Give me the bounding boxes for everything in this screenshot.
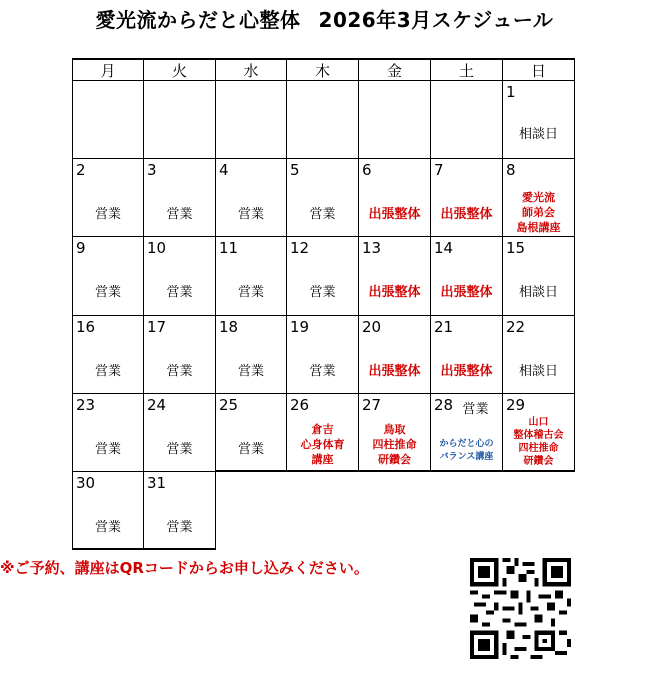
weekday-tue: 火: [144, 58, 216, 81]
day-label: 相談日: [518, 285, 558, 300]
event-line: 鳥取: [383, 423, 406, 436]
day-cell-28: [431, 394, 503, 472]
calendar-grid: [72, 58, 575, 550]
schedule-month: 2026年3月スケジュール: [318, 8, 554, 32]
day-number: 2: [76, 161, 86, 179]
day-cell-empty: [72, 81, 144, 159]
day-number: 22: [506, 318, 526, 336]
weekday-fri: 金: [359, 58, 431, 81]
day-cell-10: [144, 237, 216, 316]
day-label: 出張整体: [440, 207, 493, 222]
day-cell-empty: [287, 81, 359, 159]
day-cell-empty: [144, 81, 216, 159]
day-cell-empty: [431, 81, 503, 159]
day-number: 29: [506, 396, 526, 414]
day-label: 営業: [462, 402, 489, 417]
day-label: 営業: [309, 207, 336, 222]
qr-finder-top-right: [543, 558, 571, 586]
event-line: 研鑽会: [523, 456, 554, 467]
day-label: 営業: [237, 364, 264, 379]
day-number: 9: [76, 239, 86, 257]
reservation-note: ※ご予約、講座はQRコードからお申し込みください。: [0, 559, 369, 577]
qr-finder-bottom-left: [470, 631, 498, 659]
day-label: 営業: [166, 520, 193, 535]
day-label: 出張整体: [440, 285, 493, 300]
day-label: 営業: [94, 442, 121, 457]
event-line: からだと心の: [439, 439, 494, 449]
event-line: 島根講座: [516, 221, 561, 234]
event-line: 山口: [528, 417, 549, 428]
day-cell-19: [287, 316, 359, 394]
day-cell-24: [144, 394, 216, 472]
qr-code-image[interactable]: [470, 558, 571, 659]
studio-name: 愛光流からだと心整体: [95, 8, 301, 32]
day-number: 13: [362, 239, 382, 257]
event-lines: [287, 422, 358, 467]
day-number: 19: [290, 318, 310, 336]
day-cell-14: [431, 237, 503, 316]
event-line: 四柱推命: [518, 443, 559, 454]
day-cell-empty: [216, 81, 287, 159]
day-number: 3: [147, 161, 157, 179]
day-number: 15: [506, 239, 526, 257]
day-cell-3: [144, 159, 216, 237]
event-line: 心身体育: [300, 438, 345, 451]
day-number: 27: [362, 396, 382, 414]
day-cell-blank: [503, 472, 575, 550]
event-line: 師弟会: [522, 206, 555, 219]
day-cell-blank: [431, 472, 503, 550]
day-number: 4: [219, 161, 229, 179]
weekday-sat: 土: [431, 58, 503, 81]
event-line: 研鑽会: [378, 453, 411, 466]
day-label: 営業: [309, 285, 336, 300]
day-label: 営業: [166, 364, 193, 379]
day-number: 28: [434, 396, 454, 414]
day-cell-13: [359, 237, 431, 316]
event-line: 講座: [311, 453, 334, 466]
day-number: 16: [76, 318, 96, 336]
event-line: 愛光流: [522, 191, 555, 204]
day-number: 14: [434, 239, 454, 257]
day-cell-empty: [359, 81, 431, 159]
day-number: 31: [147, 474, 167, 492]
day-label: 出張整体: [368, 364, 421, 379]
day-label: 営業: [237, 207, 264, 222]
day-number: 11: [219, 239, 239, 257]
day-cell-20: [359, 316, 431, 394]
day-label: 営業: [309, 364, 336, 379]
day-cell-29: [503, 394, 575, 472]
day-cell-31: [144, 472, 216, 550]
day-cell-1: [503, 81, 575, 159]
day-label: 営業: [237, 442, 264, 457]
day-cell-17: [144, 316, 216, 394]
day-label: 営業: [166, 285, 193, 300]
day-cell-27: [359, 394, 431, 472]
day-label: 営業: [94, 207, 121, 222]
day-cell-blank: [359, 472, 431, 550]
day-cell-16: [72, 316, 144, 394]
day-cell-30: [72, 472, 144, 550]
day-label: 営業: [94, 520, 121, 535]
day-label: 出張整体: [368, 285, 421, 300]
day-cell-9: [72, 237, 144, 316]
day-cell-18: [216, 316, 287, 394]
day-cell-15: [503, 237, 575, 316]
day-cell-8: [503, 159, 575, 237]
day-cell-5: [287, 159, 359, 237]
weekday-wed: 水: [216, 58, 287, 81]
event-lines: [359, 422, 430, 467]
day-cell-11: [216, 237, 287, 316]
day-cell-12: [287, 237, 359, 316]
day-cell-26: [287, 394, 359, 472]
day-label: 営業: [166, 442, 193, 457]
day-number: 24: [147, 396, 167, 414]
day-cell-23: [72, 394, 144, 472]
day-cell-2: [72, 159, 144, 237]
day-cell-21: [431, 316, 503, 394]
day-cell-blank: [287, 472, 359, 550]
event-line: 四柱推命: [372, 438, 417, 451]
day-number: 25: [219, 396, 239, 414]
day-label: 営業: [94, 364, 121, 379]
day-number: 30: [76, 474, 96, 492]
page-title: [0, 4, 649, 33]
event-lines: [503, 190, 574, 235]
day-number: 10: [147, 239, 167, 257]
day-label: 営業: [166, 207, 193, 222]
day-number: 20: [362, 318, 382, 336]
day-label: 相談日: [518, 127, 558, 142]
event-lines: [431, 438, 502, 464]
day-number: 17: [147, 318, 167, 336]
day-number: 8: [506, 161, 516, 179]
weekday-sun: 日: [503, 58, 575, 81]
day-label: 相談日: [518, 364, 558, 379]
weekday-thu: 木: [287, 58, 359, 81]
day-number: 7: [434, 161, 444, 179]
day-label: 出張整体: [440, 364, 493, 379]
day-cell-22: [503, 316, 575, 394]
day-cell-25: [216, 394, 287, 472]
day-cell-7: [431, 159, 503, 237]
day-number: 21: [434, 318, 454, 336]
day-label: 出張整体: [368, 207, 421, 222]
event-line: 倉吉: [311, 423, 334, 436]
day-cell-4: [216, 159, 287, 237]
qr-finder-top-left: [470, 558, 498, 586]
day-cell-6: [359, 159, 431, 237]
day-label: 営業: [94, 285, 121, 300]
day-number: 23: [76, 396, 96, 414]
day-number: 26: [290, 396, 310, 414]
event-line: バランス講座: [439, 452, 494, 462]
event-lines: [503, 416, 574, 468]
day-cell-blank: [216, 472, 287, 550]
day-number: 6: [362, 161, 372, 179]
day-number: 12: [290, 239, 310, 257]
event-line: 整体稽古会: [513, 430, 564, 441]
day-label: 営業: [237, 285, 264, 300]
weekday-mon: 月: [72, 58, 144, 81]
day-number: 5: [290, 161, 300, 179]
day-number: 18: [219, 318, 239, 336]
day-number: 1: [506, 83, 516, 101]
